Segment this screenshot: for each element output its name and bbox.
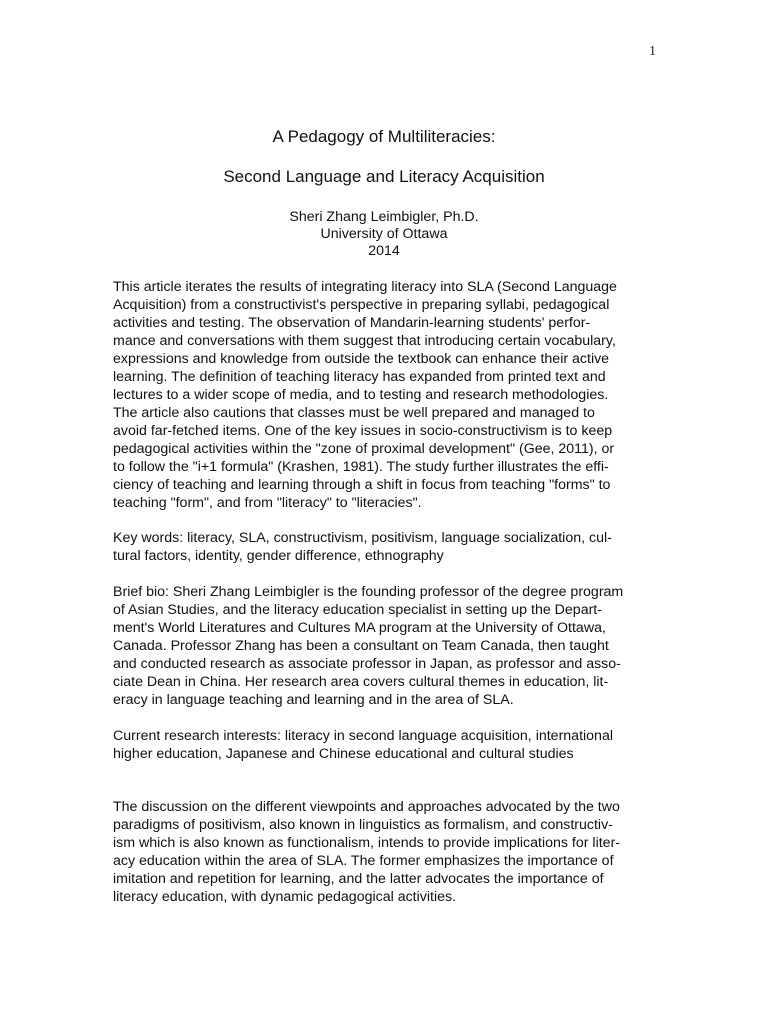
document-title: A Pedagogy of Multiliteracies:: [272, 127, 496, 146]
text-line: learning. The definition of teaching literacy has expanded from printed text and: [113, 369, 606, 385]
author-name: Sheri Zhang Leimbigler, Ph.D.: [289, 209, 479, 225]
text-line: The discussion on the different viewpoints and approaches advocated by the two: [113, 799, 620, 815]
text-line: ment's World Literatures and Cultures MA program at the University of Ottawa,: [113, 620, 606, 636]
text-line: ciency of teaching and learning through a shift in focus from teaching "forms" to: [113, 477, 611, 493]
page-number: 1: [649, 44, 656, 59]
text-line: teaching "form", and from "literacy" to "literacies".: [113, 495, 422, 511]
discussion-paragraph: [113, 798, 655, 906]
text-line: mance and conversations with them suggest that introducing certain vocabulary,: [113, 333, 616, 349]
text-line: Acquisition) from a constructivist's perspective in preparing syllabi, pedagogical: [113, 297, 610, 313]
text-line: ciate Dean in China. Her research area covers cultural themes in education, lit-: [113, 674, 609, 690]
bio-paragraph: [113, 583, 655, 709]
text-line: higher education, Japanese and Chinese educational and cultural studies: [113, 746, 574, 762]
document-subtitle: Second Language and Literacy Acquisition: [223, 167, 545, 186]
text-line: avoid far-fetched items. One of the key issues in socio-constructivism is to keep: [113, 423, 613, 439]
author-block: [0, 209, 768, 260]
publication-year: 2014: [368, 243, 400, 259]
text-line: to follow the "i+1 formula" (Krashen, 1981). The study further illustrates the effi-: [113, 459, 609, 475]
text-line: and conducted research as associate professor in Japan, as professor and asso-: [113, 656, 621, 672]
text-line: lectures to a wider scope of media, and to testing and research methodologies.: [113, 387, 609, 403]
text-line: activities and testing. The observation of Mandarin-learning students' perfor-: [113, 315, 591, 331]
text-line: Brief bio: Sheri Zhang Leimbigler is the founding professor of the degree program: [113, 584, 624, 600]
text-line: pedagogical activities within the "zone of proximal development" (Gee, 2011), or: [113, 441, 615, 457]
abstract-paragraph: [113, 278, 655, 512]
text-line: literacy education, with dynamic pedagogical activities.: [113, 889, 457, 905]
text-line: The article also cautions that classes must be well prepared and managed to: [113, 405, 595, 421]
research-interests-paragraph: [113, 727, 655, 763]
text-line: Current research interests: literacy in second language acquisition, international: [113, 728, 613, 744]
text-line: Canada. Professor Zhang has been a consultant on Team Canada, then taught: [113, 638, 609, 654]
text-line: acy education within the area of SLA. The former emphasizes the importance of: [113, 853, 614, 869]
text-line: paradigms of positivism, also known in linguistics as formalism, and constructiv-: [113, 817, 613, 833]
text-line: eracy in language teaching and learning and in the area of SLA.: [113, 692, 514, 708]
text-line: ism which is also known as functionalism, intends to provide implications for liter-: [113, 835, 621, 851]
text-line: of Asian Studies, and the literacy education specialist in setting up the Depart-: [113, 602, 602, 618]
text-line: expressions and knowledge from outside the textbook can enhance their active: [113, 351, 610, 367]
author-affiliation: University of Ottawa: [320, 226, 448, 242]
text-line: imitation and repetition for learning, and the latter advocates the importance of: [113, 871, 604, 887]
text-line: Key words: literacy, SLA, constructivism, positivism, language socialization, cul-: [113, 530, 612, 546]
keywords-paragraph: [113, 529, 655, 565]
text-line: This article iterates the results of integrating literacy into SLA (Second Language: [113, 279, 617, 295]
text-line: tural factors, identity, gender difference, ethnography: [113, 548, 444, 564]
